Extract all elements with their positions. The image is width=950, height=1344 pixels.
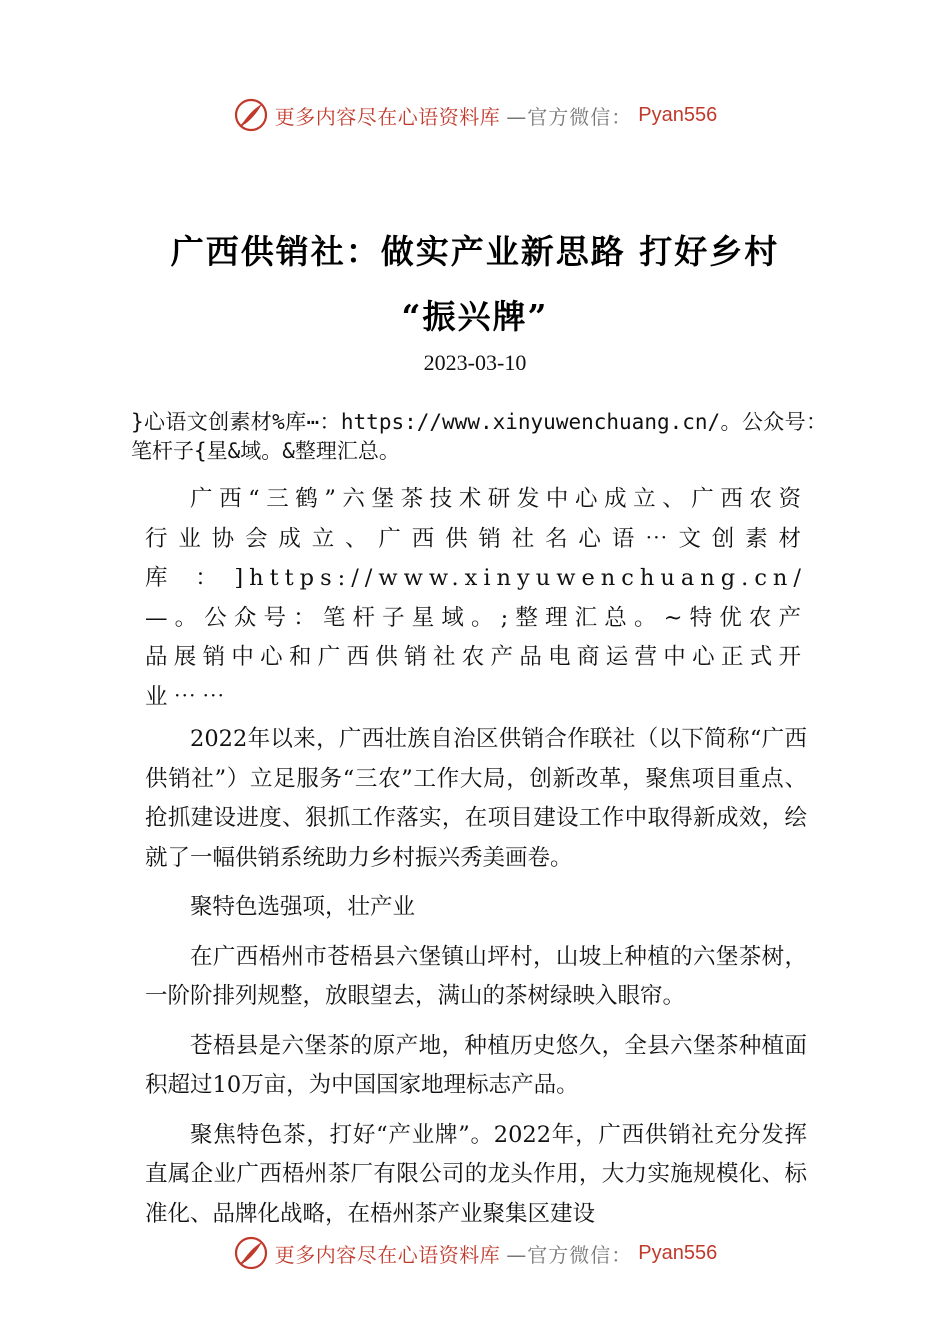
paragraph: 2022年以来，广西壮族自治区供销合作联社（以下简称“广西供销社”）立足服务“三农”工作大局，创新改革，聚焦项目重点、抢抓建设进度、狠抓工作落实，在项目建设工作中取得新成效，绘就了一幅供销系统助力乡村振兴秀美画卷。 <box>145 726 807 871</box>
banner-text: 更多内容尽在心语资料库 <box>274 104 501 129</box>
banner-text: 更多内容尽在心语资料库 <box>274 1242 501 1267</box>
quill-logo-icon <box>233 97 269 133</box>
article-body <box>131 408 827 1234</box>
paragraph: 聚焦特色茶，打好“产业牌”。2022年，广西供销社充分发挥直属企业广西梧州茶厂有限公司的龙头作用，大力实施规模化、标准化、品牌化战略，在梧州茶产业聚集区建设 <box>145 1121 807 1227</box>
section-heading: 聚特色选强项，壮产业 <box>190 894 416 920</box>
article-title-line2: “振兴牌” <box>401 297 549 336</box>
footer-banner <box>0 1233 950 1273</box>
banner-separator: —官方微信： <box>506 1242 633 1267</box>
article-title-line1: 广西供销社：做实产业新思路 打好乡村 <box>170 232 780 271</box>
banner-separator: —官方微信： <box>506 104 633 129</box>
paragraph: 广西“三鹤”六堡茶技术研发中心成立、广西农资行业协会成立、广西供销社名心语⋯文创素材库：]https://www.xinyuwenchuang.cn/—。公众号：笔杆子星域。;整理汇总。~特优农产品展销中心和广西供销社农产品电商运营中心正式开业⋯⋯ <box>145 486 807 710</box>
banner-wechat-id: Pyan556 <box>638 1241 718 1264</box>
paragraph: }心语文创素材%库⋯：https://www.xinyuwenchuang.cn/。公众号：笔杆子{星&域。&整理汇总。 <box>131 410 827 463</box>
article-date: 2023-03-10 <box>423 350 527 375</box>
header-banner <box>0 95 950 135</box>
banner-wechat-id: Pyan556 <box>638 103 718 126</box>
paragraph: 苍梧县是六堡茶的原产地，种植历史悠久，全县六堡茶种植面积超过10万亩，为中国国家地理标志产品。 <box>145 1032 807 1098</box>
paragraph: 在广西梧州市苍梧县六堡镇山坪村，山坡上种植的六堡茶树，一阶阶排列规整，放眼望去，满山的茶树绿映入眼帘。 <box>145 943 807 1009</box>
quill-logo-icon <box>233 1235 269 1271</box>
